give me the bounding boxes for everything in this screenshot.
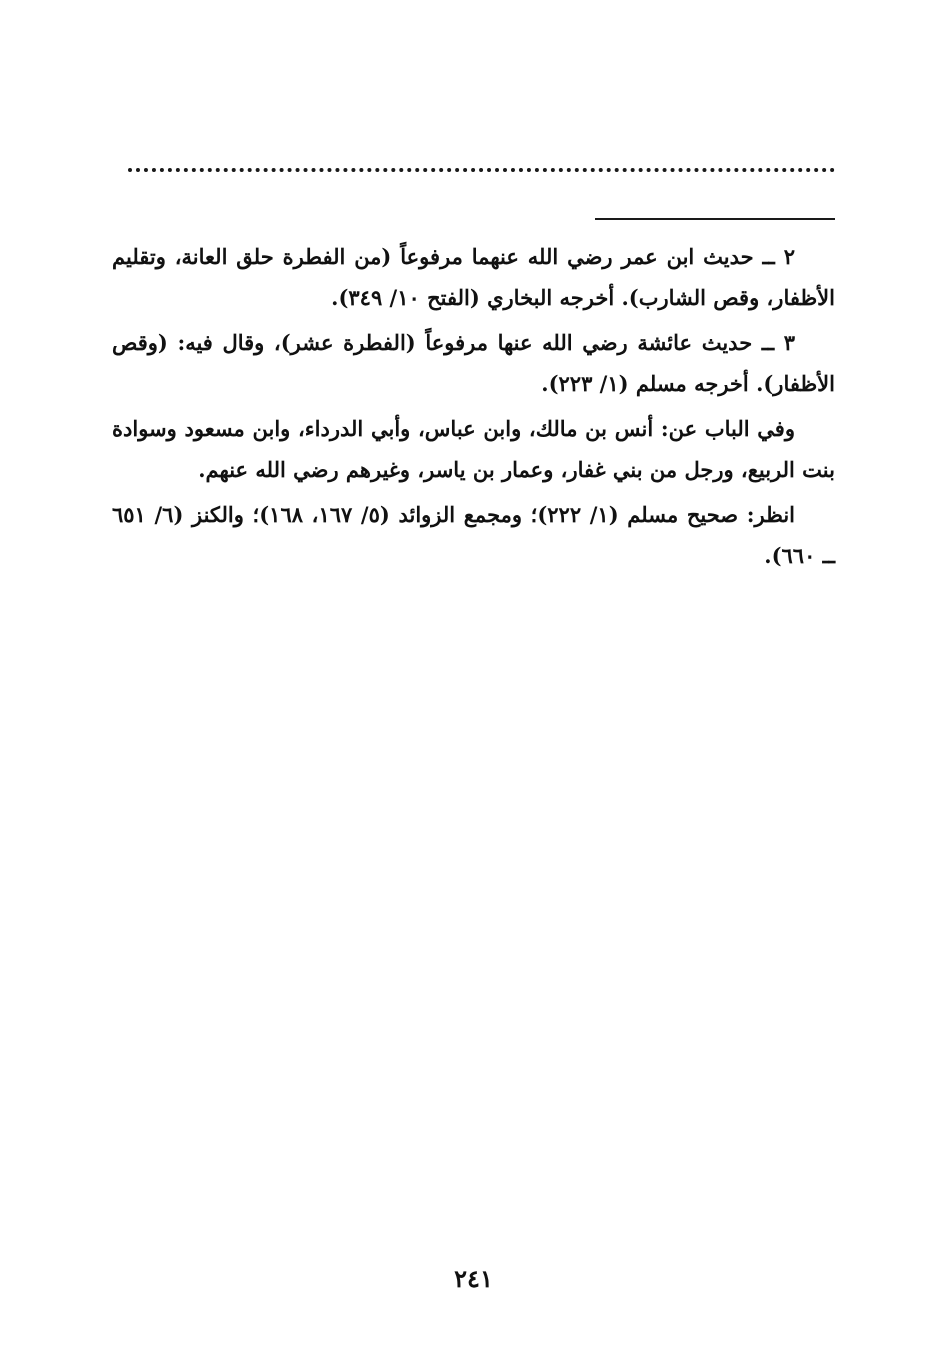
related-narrators-paragraph: وفي الباب عن: أنس بن مالك، وابن عباس، وأبي الدرداء، وابن مسعود وسوادة بنت الربيع، ورجل من بني غفار، وعمار بن ياسر، وغيرهم رضي الله عنهم.	[112, 416, 835, 482]
footnotes-section	[112, 236, 835, 580]
references-paragraph: انظر: صحيح مسلم (١/ ٢٢٢)؛ ومجمع الزوائد (٥/ ١٦٧، ١٦٨)؛ والكنز (٦/ ٦٥١ ــ ٦٦٠).	[112, 502, 835, 568]
dotted-separator	[128, 168, 835, 172]
footnote-separator	[595, 218, 835, 220]
footnote-2: ٢ ــ حديث ابن عمر رضي الله عنهما مرفوعاً (من الفطرة حلق العانة، وتقليم الأظفار، وقص الشارب). أخرجه البخاري (الفتح ١٠/ ٣٤٩).	[112, 244, 835, 310]
page-number: ٢٤١	[454, 1264, 493, 1293]
footnote-3: ٣ ــ حديث عائشة رضي الله عنها مرفوعاً (الفطرة عشر)، وقال فيه: (وقص الأظفار). أخرجه مسلم (١/ ٢٢٣).	[112, 330, 835, 396]
